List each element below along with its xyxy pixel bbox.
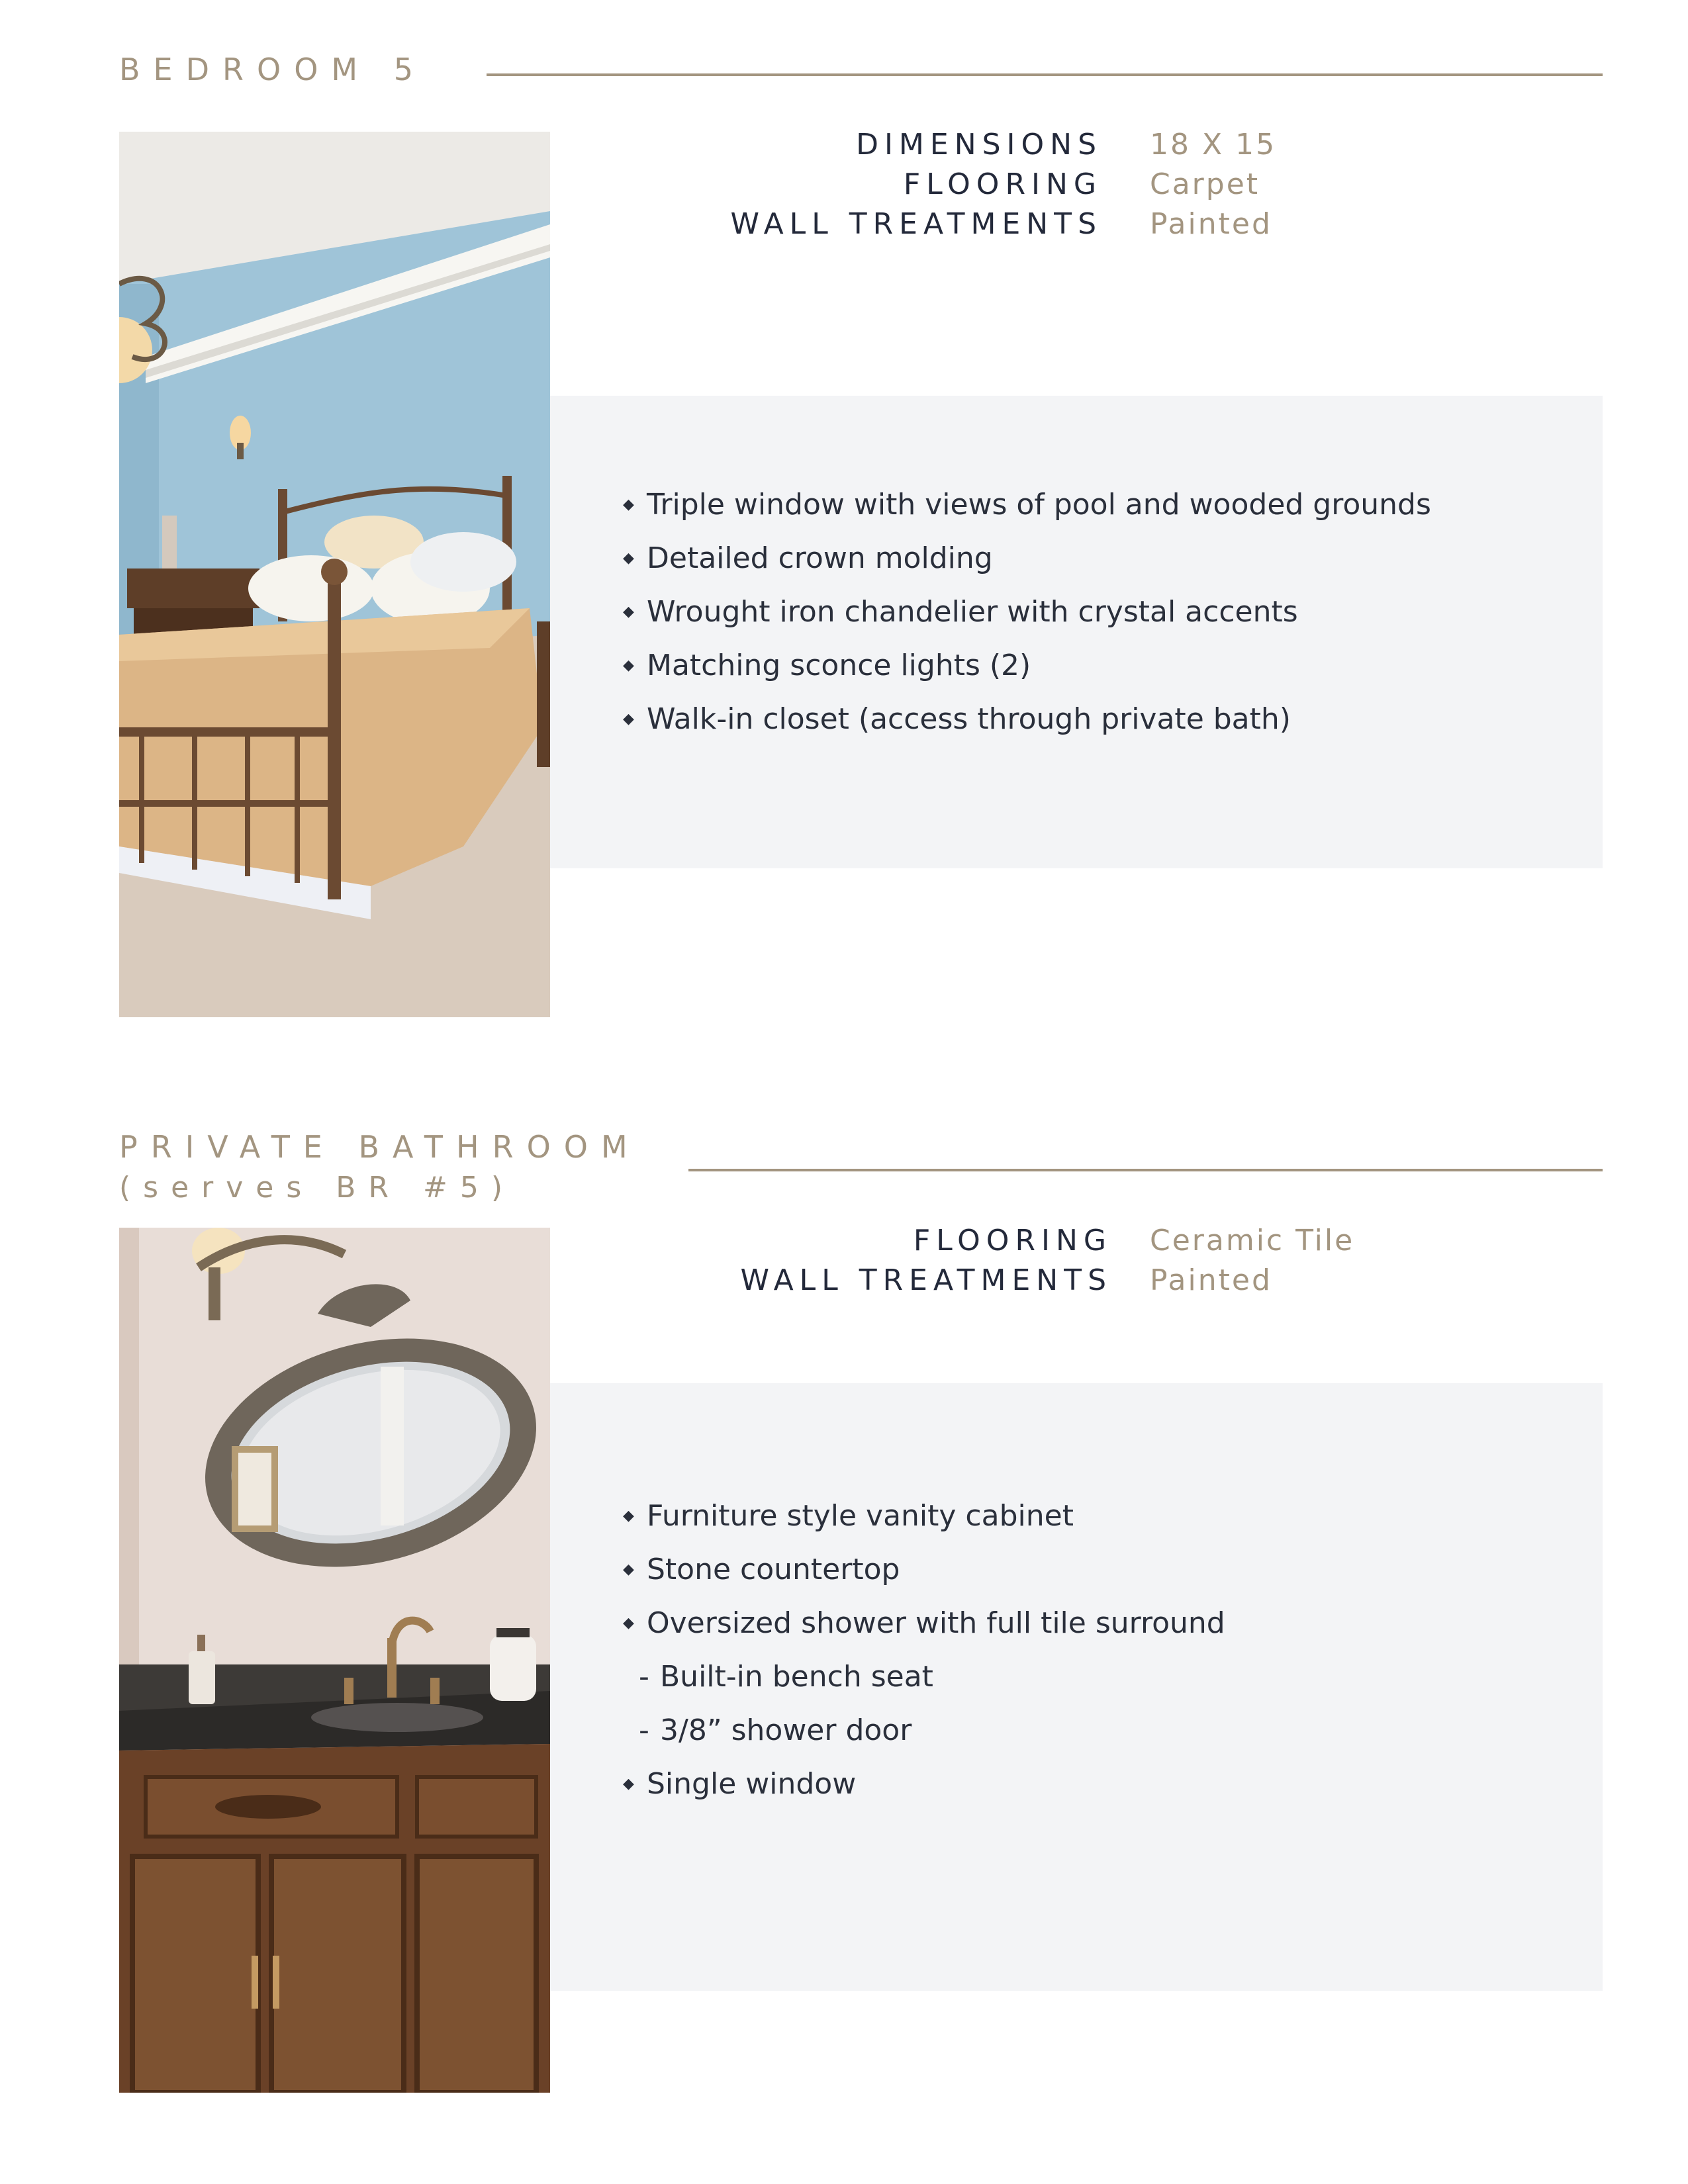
spec-label: WALL TREATMENTS — [730, 206, 1102, 241]
spec-row-flooring — [583, 164, 1523, 204]
feature-text: Furniture style vanity cabinet — [647, 1499, 1074, 1533]
list-item — [623, 1757, 1225, 1811]
spec-value: Ceramic Tile — [1150, 1223, 1355, 1257]
spec-row-dimensions — [583, 124, 1523, 164]
feature-text: Stone countertop — [647, 1553, 900, 1586]
spec-label: WALL TREATMENTS — [740, 1263, 1112, 1297]
bathroom-title-rule — [688, 1169, 1603, 1171]
bullet-icon: ◆ — [623, 657, 634, 674]
list-item — [623, 1596, 1225, 1650]
bedroom-section-title: BEDROOM 5 — [119, 52, 426, 87]
bullet-icon: ◆ — [623, 1615, 634, 1631]
feature-text: Walk-in closet (access through private bath) — [647, 702, 1291, 736]
list-item — [623, 639, 1431, 692]
spec-row-wall-treatments — [583, 1260, 1523, 1300]
bullet-icon: ◆ — [623, 1508, 634, 1524]
spec-value: Painted — [1150, 1263, 1272, 1297]
bathroom-features-list — [623, 1489, 1225, 1811]
list-item — [623, 585, 1431, 639]
bullet-icon: ◆ — [623, 711, 634, 727]
list-item — [623, 531, 1431, 585]
spec-label: FLOORING — [913, 1223, 1112, 1257]
feature-text: Triple window with views of pool and wooded grounds — [647, 488, 1431, 522]
bullet-icon: ◆ — [623, 1561, 634, 1578]
bedroom-photo — [119, 132, 550, 1017]
bathroom-photo — [119, 1228, 550, 2093]
bedroom-specs — [583, 124, 1523, 244]
bullet-icon: ◆ — [623, 550, 634, 567]
feature-text: Wrought iron chandelier with crystal accents — [647, 595, 1298, 629]
list-item-sub — [623, 1704, 1225, 1757]
bullet-icon: ◆ — [623, 1776, 634, 1792]
spec-label: DIMENSIONS — [856, 127, 1102, 161]
feature-text: Built-in bench seat — [660, 1660, 933, 1694]
bedroom-title-rule — [487, 73, 1603, 76]
bullet-icon: ◆ — [623, 604, 634, 620]
list-item-sub — [623, 1650, 1225, 1704]
spec-value: Painted — [1150, 206, 1272, 241]
bathroom-section-subtitle: (serves BR #5) — [119, 1171, 516, 1205]
list-item — [623, 478, 1431, 531]
list-item — [623, 692, 1431, 746]
spec-row-wall-treatments — [583, 204, 1523, 244]
spec-value: Carpet — [1150, 167, 1260, 201]
spec-value: 18 X 15 — [1150, 127, 1277, 161]
dash-icon: - — [639, 1660, 649, 1694]
feature-text: 3/8” shower door — [660, 1713, 912, 1747]
bedroom-features-panel — [550, 396, 1603, 868]
bathroom-features-panel — [550, 1383, 1603, 1991]
feature-text: Detailed crown molding — [647, 541, 993, 575]
dash-icon: - — [639, 1713, 649, 1747]
spec-label: FLOORING — [903, 167, 1102, 201]
spec-row-flooring — [583, 1220, 1523, 1260]
feature-text: Single window — [647, 1767, 857, 1801]
feature-text: Oversized shower with full tile surround — [647, 1606, 1225, 1640]
feature-text: Matching sconce lights (2) — [647, 649, 1031, 682]
bedroom-features-list — [623, 478, 1431, 746]
bullet-icon: ◆ — [623, 496, 634, 513]
list-item — [623, 1543, 1225, 1596]
list-item — [623, 1489, 1225, 1543]
bathroom-specs — [583, 1220, 1523, 1300]
bathroom-section-title: PRIVATE BATHROOM — [119, 1129, 641, 1165]
